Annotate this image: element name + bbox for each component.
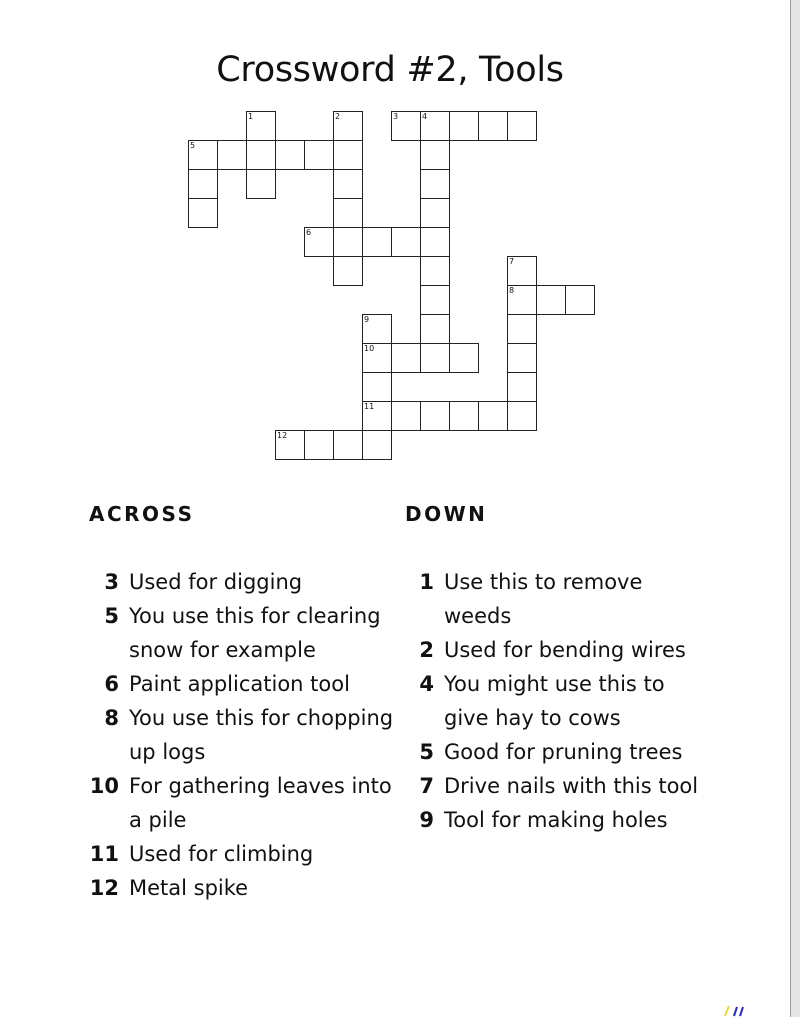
down-heading: DOWN [405, 502, 488, 526]
grid-cell [420, 343, 450, 373]
clue-number: 7 [419, 774, 434, 798]
clue-number: 4 [419, 672, 434, 696]
grid-cell [362, 227, 392, 257]
grid-cell [420, 111, 450, 141]
grid-cell [246, 140, 276, 170]
across-clue [85, 769, 405, 837]
grid-cell [536, 285, 566, 315]
down-clue [410, 735, 710, 769]
cell-number: 5 [190, 141, 196, 150]
grid-cell [449, 343, 479, 373]
grid-cell [449, 111, 479, 141]
down-clue-list [410, 565, 710, 837]
clue-number: 5 [419, 740, 434, 764]
clue-text: For gathering leaves into a pile [129, 774, 392, 832]
grid-cell [333, 140, 363, 170]
grid-cell [275, 140, 305, 170]
clue-number: 6 [104, 672, 119, 696]
grid-cell [391, 111, 421, 141]
grid-cell [507, 285, 537, 315]
across-clue [85, 599, 405, 667]
grid-cell [217, 140, 247, 170]
grid-cell [420, 401, 450, 431]
grid-cell [507, 401, 537, 431]
clue-text: You use this for chopping up logs [129, 706, 394, 764]
grid-cell [478, 401, 508, 431]
clue-text: Use this to remove weeds [444, 570, 643, 628]
corner-doodle-icon [722, 1003, 750, 1017]
across-clue [85, 565, 405, 599]
grid-cell [304, 227, 334, 257]
grid-cell [507, 314, 537, 344]
clue-text: You use this for clearing snow for example [129, 604, 381, 662]
cell-number: 11 [364, 402, 375, 411]
clue-text: Used for climbing [129, 842, 314, 866]
clue-number: 12 [89, 876, 119, 900]
grid-cell [420, 169, 450, 199]
grid-cell [420, 227, 450, 257]
clue-text: You might use this to give hay to cows [444, 672, 665, 730]
cell-number: 9 [364, 315, 370, 324]
clue-text: Tool for making holes [444, 808, 668, 832]
across-clue [85, 667, 405, 701]
cell-number: 2 [335, 112, 341, 121]
grid-cell [304, 430, 334, 460]
grid-cell [188, 140, 218, 170]
clue-number: 10 [89, 774, 119, 798]
down-clue [410, 633, 710, 667]
grid-cell [391, 227, 421, 257]
cell-number: 4 [422, 112, 428, 121]
clue-text: Good for pruning trees [444, 740, 683, 764]
grid-cell [333, 111, 363, 141]
clue-text: Drive nails with this tool [444, 774, 699, 798]
grid-cell [507, 111, 537, 141]
cell-number: 1 [248, 112, 254, 121]
clue-number: 5 [104, 604, 119, 628]
crossword-grid [0, 0, 800, 470]
across-clue [85, 871, 405, 905]
grid-cell [391, 401, 421, 431]
clue-number: 1 [419, 570, 434, 594]
clue-text: Used for bending wires [444, 638, 686, 662]
grid-cell [507, 372, 537, 402]
grid-cell [362, 372, 392, 402]
cell-number: 12 [277, 431, 288, 440]
grid-cell [304, 140, 334, 170]
cell-number: 8 [509, 286, 515, 295]
grid-cell [449, 401, 479, 431]
clue-text: Paint application tool [129, 672, 350, 696]
grid-cell [333, 198, 363, 228]
clue-number: 2 [419, 638, 434, 662]
across-clue-list [85, 565, 405, 905]
grid-cell [333, 256, 363, 286]
cell-number: 3 [393, 112, 399, 121]
across-clue [85, 701, 405, 769]
grid-cell [507, 256, 537, 286]
across-clue [85, 837, 405, 871]
across-heading: ACROSS [89, 502, 195, 526]
clue-number: 11 [89, 842, 119, 866]
grid-cell [362, 343, 392, 373]
down-clue [410, 565, 710, 633]
grid-cell [362, 401, 392, 431]
grid-cell [420, 314, 450, 344]
grid-cell [333, 169, 363, 199]
clue-number: 9 [419, 808, 434, 832]
grid-cell [188, 198, 218, 228]
grid-cell [362, 430, 392, 460]
down-clue [410, 803, 710, 837]
clue-text: Used for digging [129, 570, 303, 594]
down-clue [410, 667, 710, 735]
cell-number: 10 [364, 344, 375, 353]
grid-cell [362, 314, 392, 344]
cell-number: 6 [306, 228, 312, 237]
grid-cell [420, 140, 450, 170]
grid-cell [565, 285, 595, 315]
grid-cell [333, 430, 363, 460]
grid-cell [478, 111, 508, 141]
page-title: Crossword #2, Tools [216, 50, 564, 90]
grid-cell [507, 343, 537, 373]
grid-cell [333, 227, 363, 257]
grid-cell [246, 169, 276, 199]
grid-cell [188, 169, 218, 199]
clue-text: Metal spike [129, 876, 249, 900]
cell-number: 7 [509, 257, 515, 266]
grid-cell [420, 256, 450, 286]
grid-cell [420, 198, 450, 228]
grid-cell [246, 111, 276, 141]
grid-cell [275, 430, 305, 460]
clue-number: 3 [104, 570, 119, 594]
clue-number: 8 [104, 706, 119, 730]
down-clue [410, 769, 710, 803]
grid-cell [391, 343, 421, 373]
grid-cell [420, 285, 450, 315]
